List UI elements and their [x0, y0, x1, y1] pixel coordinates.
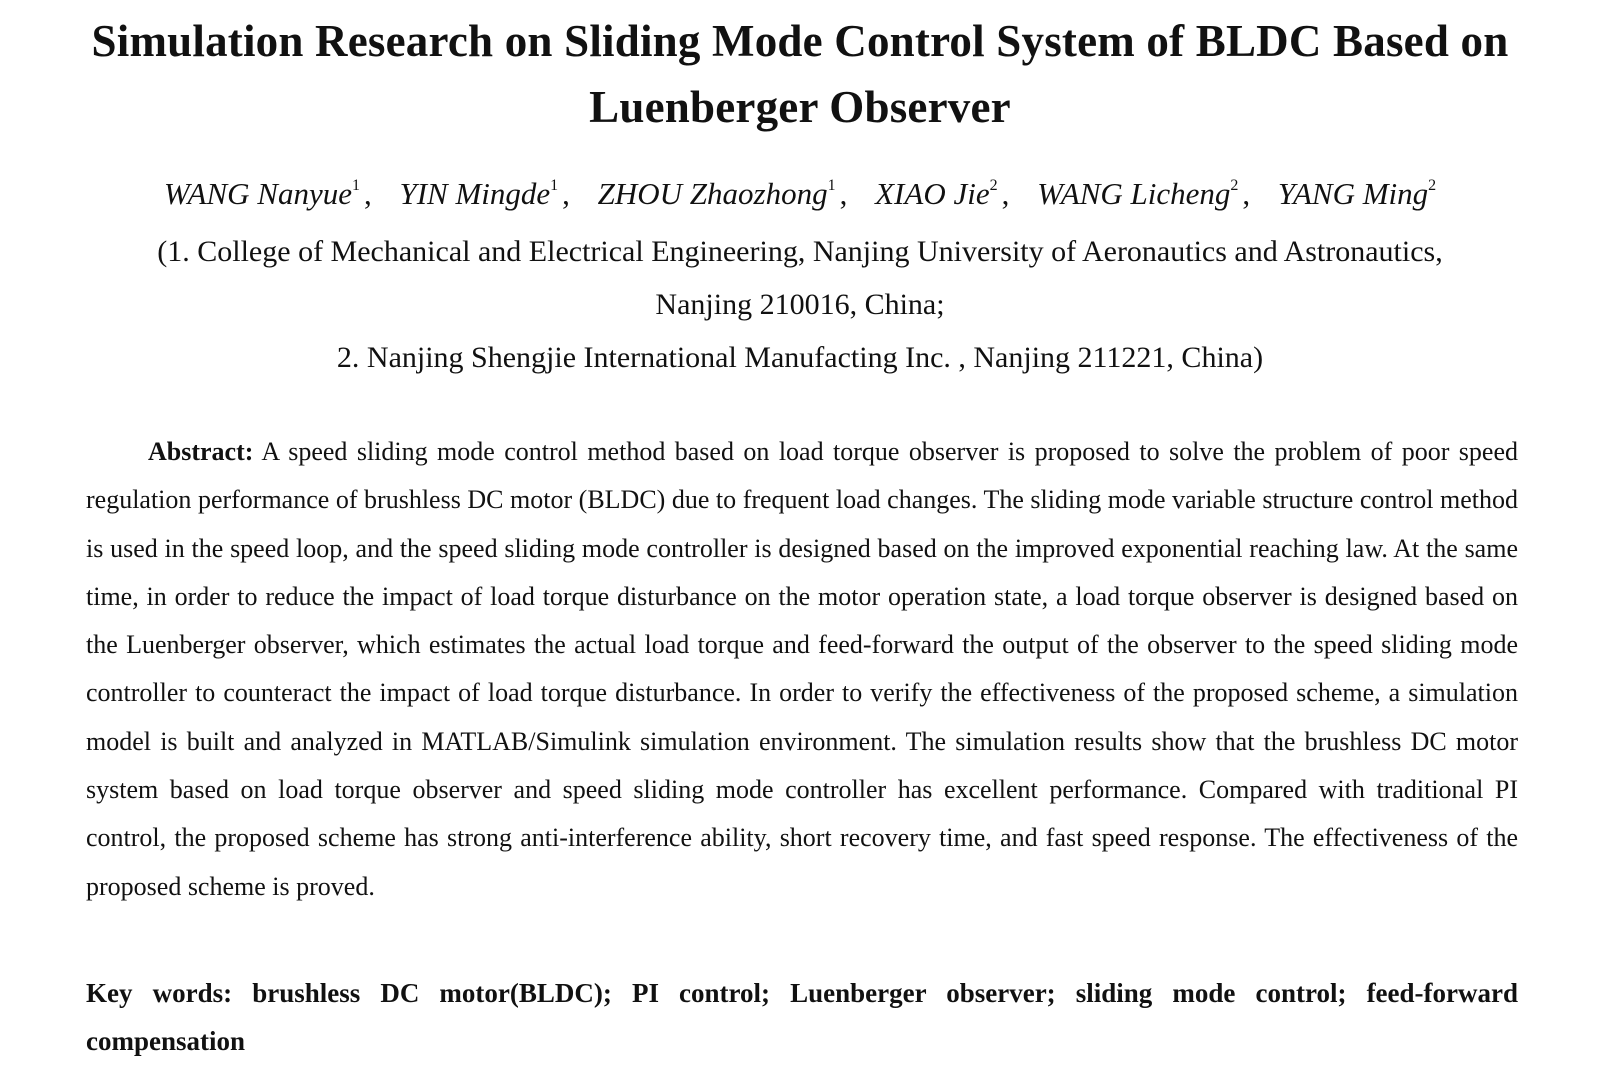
author-affiliation-mark: 2	[1428, 177, 1437, 194]
abstract-text: A speed sliding mode control method based on load torque observer is proposed to solve the problem of poor speed regulation performance of brushless DC motor (BLDC) due to frequent load changes. The sliding mode variable structure control method is used in the speed loop, and the speed sliding mode controller is designed based on the improved exponential reaching law. At the same time, in order to reduce the impact of load torque disturbance on the motor operation state, a load torque observer is designed based on the Luenberger observer, which estimates the actual load torque and feed-forward the output of the observer to the speed sliding mode controller to counteract the impact of load torque disturbance. In order to verify the effectiveness of the proposed scheme, a simulation model is built and analyzed in MATLAB/Simulink simulation environment. The simulation results show that the brushless DC motor system based on load torque observer and speed sliding mode controller has excellent performance. Compared with traditional PI control, the proposed scheme has strong anti-interference ability, short recovery time, and fast speed response. The effectiveness of the proposed scheme is proved.	[86, 437, 1518, 901]
author-4	[875, 176, 997, 211]
author-list	[30, 170, 1570, 218]
author-affiliation-mark: 1	[351, 177, 360, 194]
author-affiliation-mark: 1	[550, 177, 559, 194]
author-3	[598, 176, 836, 211]
affiliation-line-2: Nanjing 210016, China;	[655, 288, 945, 321]
affiliations	[20, 225, 1580, 384]
author-name: ZHOU Zhaozhong	[597, 176, 828, 211]
author-separator: ,	[1001, 176, 1010, 211]
abstract	[86, 428, 1518, 911]
keywords	[86, 969, 1518, 1065]
author-6	[1278, 176, 1436, 211]
author-2	[399, 176, 558, 211]
affiliation-line-3: 2. Nanjing Shengjie International Manufacting Inc. , Nanjing 211221, China)	[336, 341, 1264, 374]
author-name: YANG Ming	[1277, 176, 1429, 211]
abstract-label: Abstract:	[148, 437, 254, 466]
keywords-text: brushless DC motor(BLDC); PI control; Luenberger observer; sliding mode control; feed-forward compensation	[86, 978, 1519, 1056]
author-1	[164, 176, 360, 211]
author-affiliation-mark: 2	[989, 177, 998, 194]
author-name: WANG Licheng	[1037, 176, 1231, 211]
author-affiliation-mark: 1	[827, 177, 836, 194]
author-separator: ,	[562, 176, 570, 211]
author-separator: ,	[839, 176, 848, 211]
author-affiliation-mark: 2	[1230, 177, 1239, 194]
paper-title: Simulation Research on Sliding Mode Control System of BLDC Based on Luenberger Observer	[91, 16, 1509, 132]
author-name: WANG Nanyue	[163, 176, 352, 211]
author-separator: ,	[363, 176, 372, 211]
author-name: XIAO Jie	[875, 176, 990, 211]
author-name: YIN Mingde	[399, 176, 551, 211]
author-separator: ,	[1242, 176, 1251, 211]
affiliation-line-1: (1. College of Mechanical and Electrical Engineering, Nanjing University of Aeronautics and Astronautics,	[157, 235, 1443, 268]
author-5	[1037, 176, 1238, 211]
keywords-label: Key words:	[86, 978, 233, 1008]
